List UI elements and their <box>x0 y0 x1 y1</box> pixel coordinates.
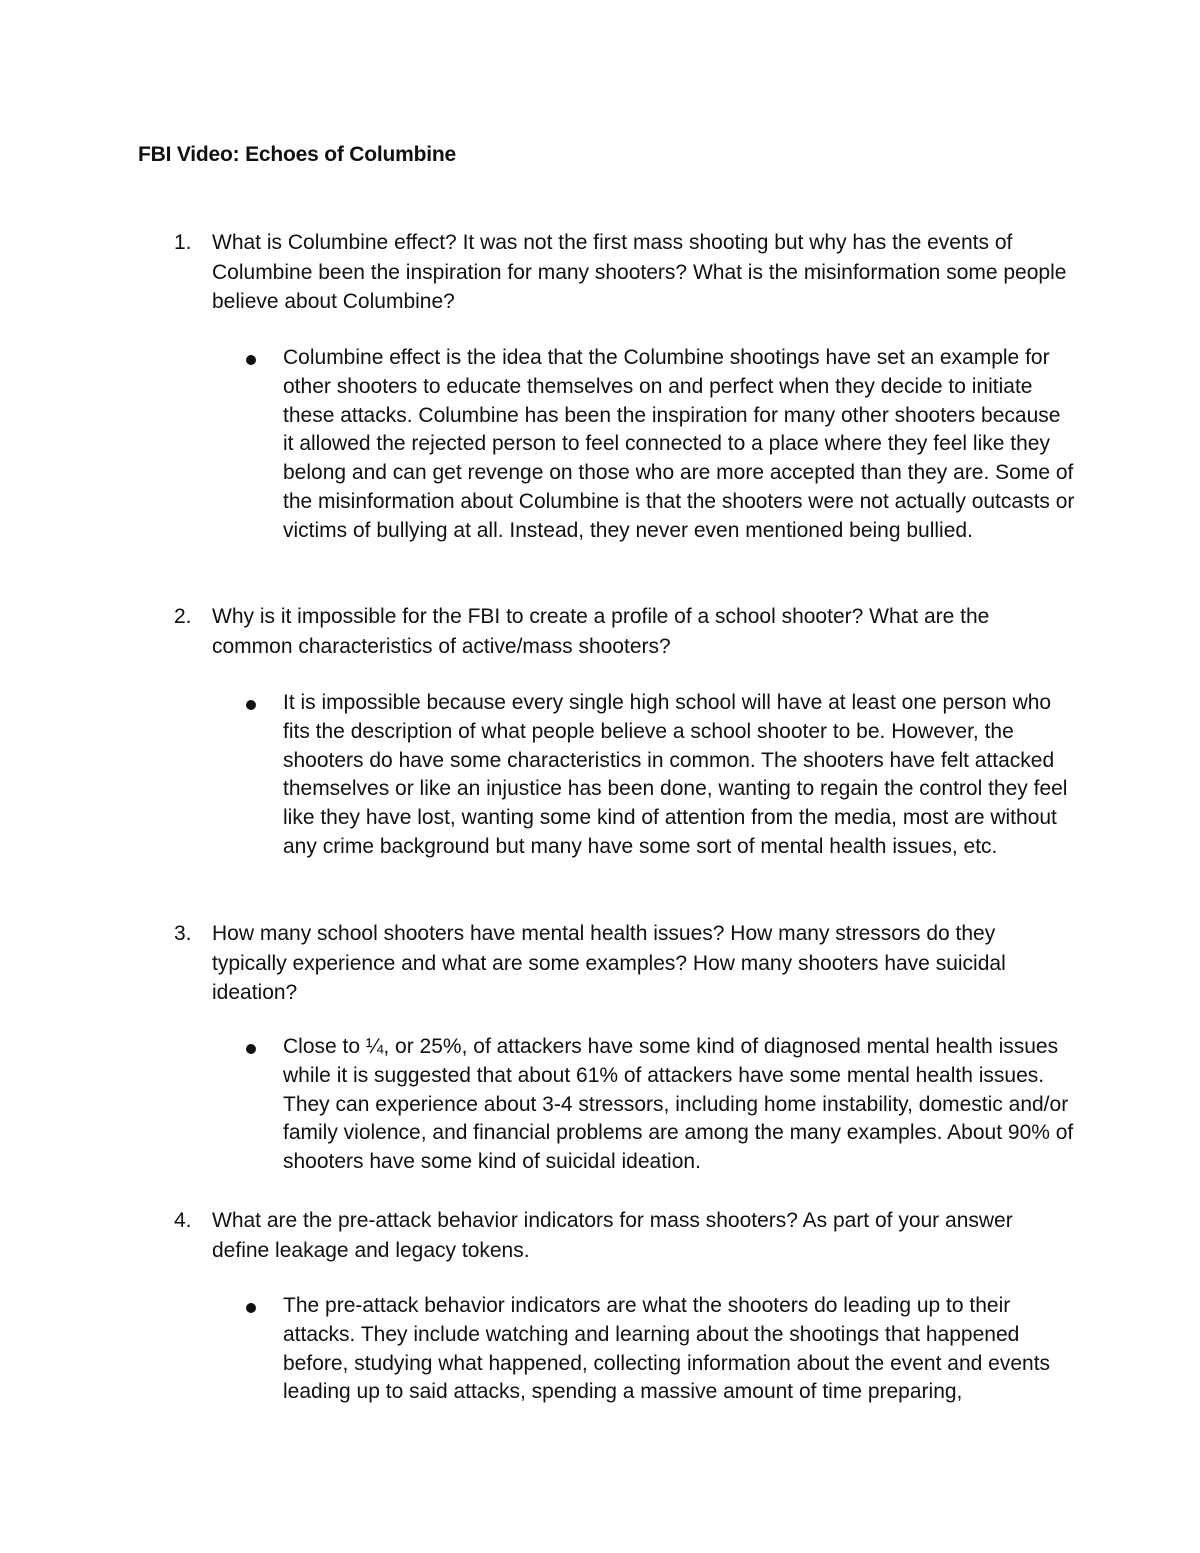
document-title: FBI Video: Echoes of Columbine <box>138 143 456 166</box>
question-text: Why is it impossible for the FBI to create a profile of a school shooter? What are the common characteristics of active/mass shooters? <box>212 605 990 658</box>
answer-2 <box>246 689 1076 862</box>
question-text: What is Columbine effect? It was not the first mass shooting but why has the events of Columbine been the inspiration for many shooters? What is the misinformation some people believe about Columbine? <box>212 231 1067 313</box>
answer-1 <box>246 344 1076 546</box>
question-4 <box>138 1206 1068 1265</box>
answer-text: Columbine effect is the idea that the Columbine shootings have set an example for other shooters to educate themselves on and perfect when they decide to initiate these attacks. Columbine has been the inspiration for many other shooters because it allowed the rejected person to feel connected to a place where they feel like they belong and can get revenge on those who are more accepted than they are. Some of the misinformation about Columbine is that the shooters were not actually outcasts or victims of bullying at all. Instead, they never even mentioned being bullied. <box>283 346 1075 542</box>
question-text: How many school shooters have mental health issues? How many stressors do they typically experience and what are some examples? How many shooters have suicidal ideation? <box>212 922 1006 1004</box>
question-2 <box>138 602 1068 661</box>
bullet-icon <box>246 700 256 710</box>
answer-4 <box>246 1292 1076 1407</box>
question-number: 1. <box>174 231 192 254</box>
question-1 <box>138 228 1068 317</box>
bullet-icon <box>246 355 256 365</box>
question-3 <box>138 919 1068 1008</box>
bullet-icon <box>246 1044 256 1054</box>
answer-text: Close to ¼, or 25%, of attackers have some kind of diagnosed mental health issues while it is suggested that about 61% of attackers have some mental health issues. They can experience about 3-4 stressors, including home instability, domestic and/or family violence, and financial problems are among the many examples. About 90% of shooters have some kind of suicidal ideation. <box>283 1035 1074 1174</box>
question-number: 3. <box>174 922 192 945</box>
bullet-icon <box>246 1303 256 1313</box>
answer-text: The pre-attack behavior indicators are what the shooters do leading up to their attacks. They include watching and learning about the shootings that happened before, studying what happened, collecting information about the event and events leading up to said attacks, spending a massive amount of time preparing, <box>283 1294 1051 1404</box>
question-number: 4. <box>174 1209 192 1232</box>
question-number: 2. <box>174 605 192 628</box>
answer-3 <box>246 1033 1076 1177</box>
question-text: What are the pre-attack behavior indicators for mass shooters? As part of your answer define leakage and legacy tokens. <box>212 1209 1013 1262</box>
answer-text: It is impossible because every single high school will have at least one person who fits the description of what people believe a school shooter to be. However, the shooters do have some characteristics in common. The shooters have felt attacked themselves or like an injustice has been done, wanting to regain the control they feel like they have lost, wanting some kind of attention from the media, most are without any crime background but many have some sort of mental health issues, etc. <box>283 691 1068 858</box>
